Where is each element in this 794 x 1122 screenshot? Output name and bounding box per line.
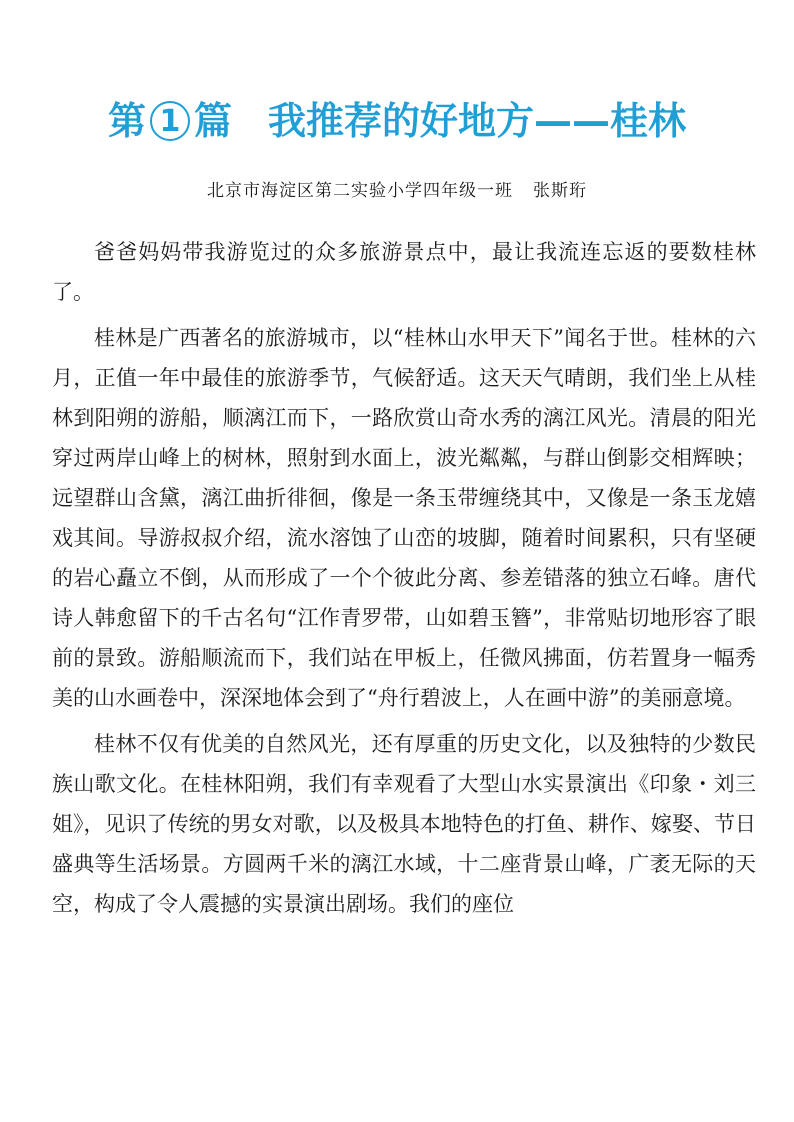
paragraph-2: 桂林是广西著名的旅游城市，以“桂林山水甲天下”闻名于世。桂林的六月，正值一年中最佳的旅游季节，气候舒适。这天天气晴朗，我们坐上从桂林到阳朔的游船，顺漓江而下，一路欣赏山奇水秀的漓江风光。清晨的阳光穿过两岸山峰上的树林，照射到水面上，波光粼粼，与群山倒影交相辉映；远望群山含黛，漓江曲折徘徊，像是一条玉带缠绕其中，又像是一条玉龙嬉戏其间。导游叔叔介绍，流水溶蚀了山峦的坡脚，随着时间累积，只有坚硬的岩心矗立不倒，从而形成了一个个彼此分离、参差错落的独立石峰。唐代诗人韩愈留下的千古名句“江作青罗带，山如碧玉簪”，非常贴切地形容了眼前的景致。游船顺流而下，我们站在甲板上，任微风拂面，仿若置身一幅秀美的山水画卷中，深深地体会到了“舟行碧波上，人在画中游”的美丽意境。 bbox=[52, 326, 756, 710]
chapter-title bbox=[0, 92, 794, 147]
author-school: 北京市海淀区第二实验小学四年级一班 bbox=[207, 181, 513, 201]
chapter-suffix: 篇 bbox=[193, 98, 232, 143]
paragraph-3: 桂林不仅有优美的自然风光，还有厚重的历史文化，以及独特的少数民族山歌文化。在桂林阳朔，我们有幸观看了大型山水实景演出《印象・刘三姐》，见识了传统的男女对歌，以及极具本地特色的打鱼、耕作、嫁娶、节日盛典等生活场景。方圆两千米的漓江水域，十二座背景山峰，广袤无际的天空，构成了令人震撼的实景演出剧场。我们的座位 bbox=[52, 732, 756, 916]
author-name: 张斯珩 bbox=[533, 181, 587, 201]
chapter-prefix: 第 bbox=[107, 98, 146, 143]
chapter-number-badge: 1 bbox=[150, 101, 190, 141]
article-body bbox=[52, 232, 756, 930]
author-line bbox=[0, 176, 794, 201]
article-title: 我推荐的好地方——桂林 bbox=[268, 98, 687, 143]
paragraph-1: 爸爸妈妈带我游览过的众多旅游景点中，最让我流连忘返的要数桂林了。 bbox=[52, 240, 756, 304]
